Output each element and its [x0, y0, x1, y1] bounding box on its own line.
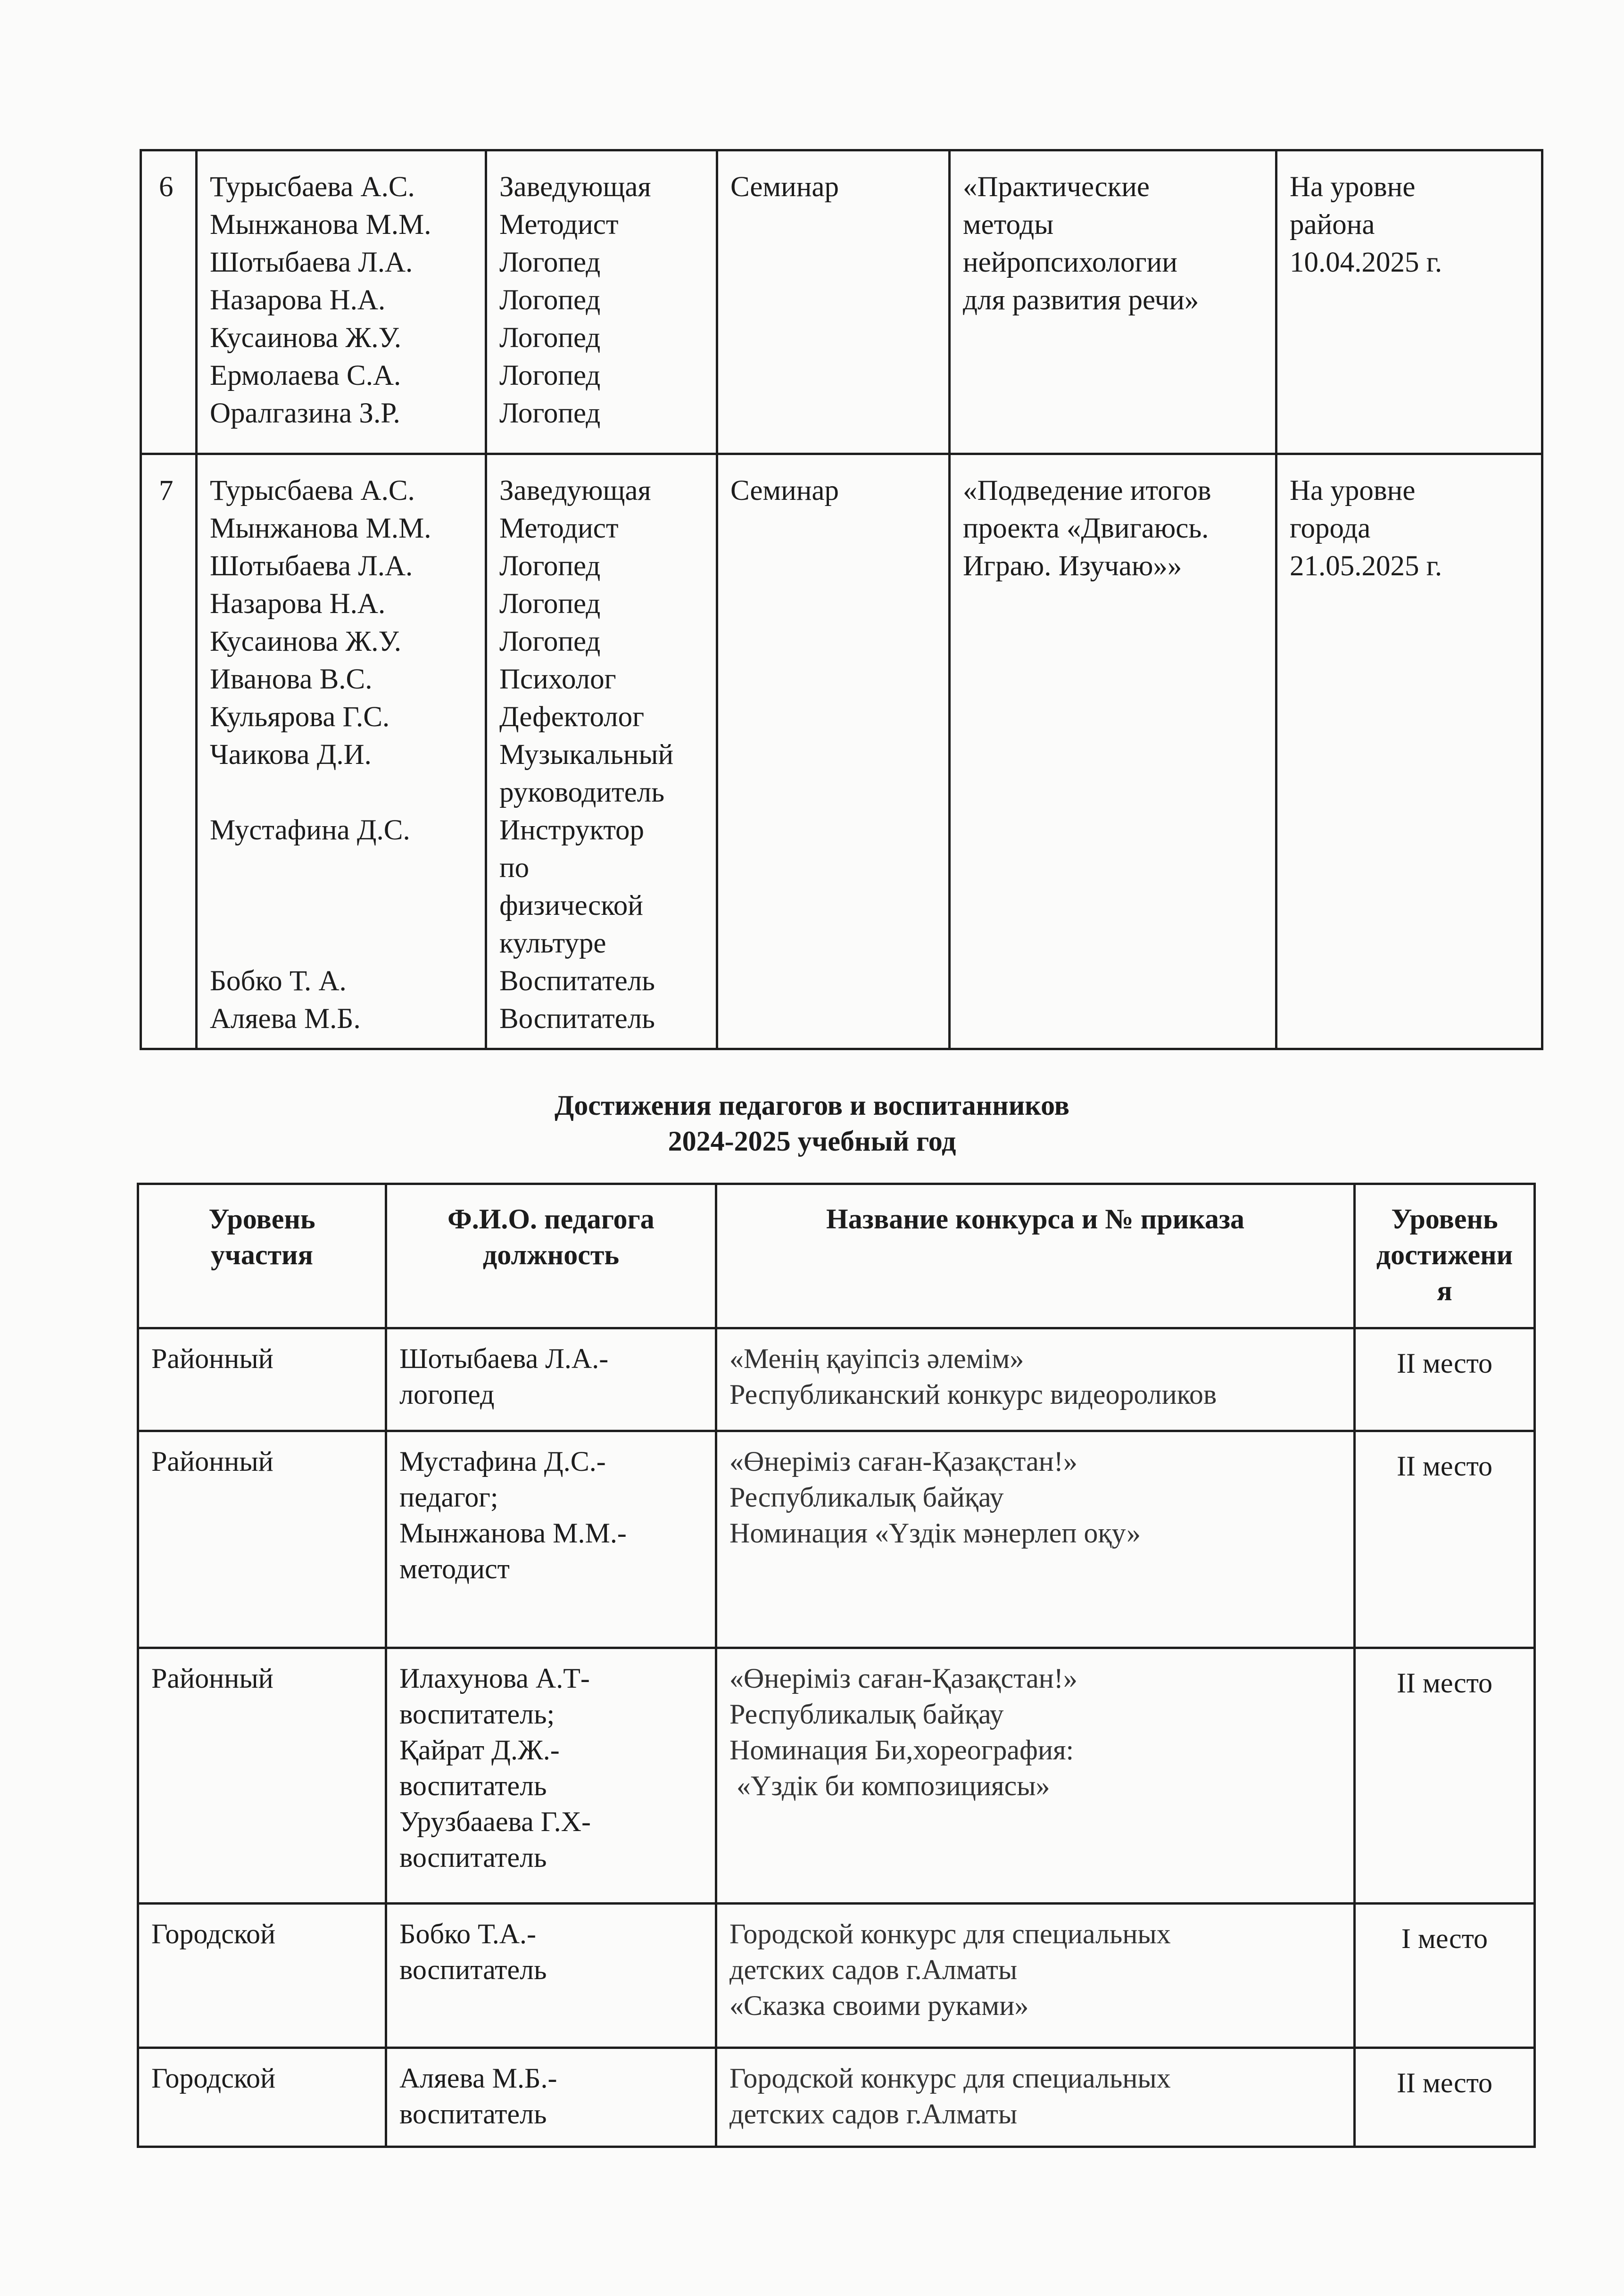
participant-name: Кусаинова Ж.У. [210, 322, 402, 354]
participant-position: Логопед [499, 247, 601, 278]
participant-name: Назарова Н.А. [210, 588, 386, 620]
participant-name: Кусаинова Ж.У. [210, 626, 402, 657]
table-row [138, 1904, 1535, 2048]
contest-line: детских садов г.Алматы [729, 2098, 1018, 2130]
participant-name: Кульярова Г.С. [210, 701, 390, 733]
teacher-line: воспитатель [399, 2098, 547, 2130]
participant-name: Мынжанова М.М. [210, 209, 431, 240]
teacher-cell [386, 1328, 716, 1431]
seminar-table [140, 149, 1543, 1050]
participant-position: физической [499, 890, 643, 921]
row-number: 6 [141, 150, 197, 454]
participant-position: Логопед [499, 284, 601, 316]
participant-name: Шотыбаева Л.А. [210, 247, 413, 278]
teacher-line: Қайрат Д.Ж.- [399, 1734, 560, 1766]
participant-position: Логопед [499, 398, 601, 429]
event-topic-line: методы [963, 209, 1054, 240]
event-type: Семинар [717, 150, 950, 454]
contest-line: «Сказка своими руками» [729, 1990, 1029, 2021]
event-type: Семинар [717, 454, 950, 1049]
teacher-line: Илахунова А.Т- [399, 1663, 590, 1694]
teacher-line: педагог; [399, 1482, 498, 1513]
table-row [138, 2048, 1535, 2147]
participation-level: Районный [138, 1431, 386, 1648]
contest-line: «Өнеріміз саған-Қазақстан!» [729, 1663, 1077, 1694]
achievement-place: II место [1355, 1648, 1535, 1904]
row-number: 7 [141, 454, 197, 1049]
participant-name: Аляева М.Б. [210, 1003, 361, 1035]
contest-line: Городской конкурс для специальных [729, 2063, 1171, 2094]
participant-name [210, 774, 485, 812]
achievement-place: II место [1355, 2048, 1535, 2147]
header-contest: Название конкурса и № приказа [716, 1184, 1355, 1328]
event-topic [950, 454, 1276, 1049]
section-subtitle: 2024-2025 учебный год [668, 1126, 956, 1157]
event-topic-line: нейропсихологии [963, 247, 1177, 278]
teacher-line: воспитатель [399, 1954, 547, 1985]
participant-names [197, 454, 486, 1049]
contest-line: Городской конкурс для специальных [729, 1918, 1171, 1949]
contest-line: Республикалық байқау [729, 1699, 1004, 1730]
contest-cell [716, 1648, 1355, 1904]
teacher-line: воспитатель; [399, 1699, 555, 1730]
participant-name: Бобко Т. А. [210, 965, 347, 997]
contest-cell [716, 1431, 1355, 1648]
participant-name [210, 849, 485, 887]
event-topic-line: для развития речи» [963, 284, 1199, 316]
event-level-line: На уровне [1290, 475, 1416, 506]
seminar-row [141, 454, 1542, 1049]
section-title: Достижения педагогов и воспитанников [554, 1090, 1069, 1121]
teacher-line: Урузбааева Г.Х- [399, 1806, 591, 1837]
participant-position: Психолог [499, 663, 616, 695]
teacher-cell [386, 1904, 716, 2048]
header-achievement-level: Уровень достижени я [1355, 1184, 1535, 1328]
event-topic-line: Играю. Изучаю»» [963, 550, 1182, 582]
contest-cell [716, 1328, 1355, 1431]
participant-position: Логопед [499, 550, 601, 582]
teacher-line: воспитатель [399, 1842, 547, 1873]
participant-position: Заведующая [499, 171, 651, 203]
event-topic-line: проекта «Двигаюсь. [963, 513, 1209, 544]
teacher-line: методист [399, 1553, 510, 1584]
teacher-cell [386, 1431, 716, 1648]
contest-line: Республиканский конкурс видеороликов [729, 1379, 1217, 1410]
event-topic-line: «Подведение итогов [963, 475, 1211, 506]
achievements-table [137, 1183, 1536, 2148]
contest-line: Республикалық байқау [729, 1482, 1004, 1513]
participant-position: Логопед [499, 626, 601, 657]
event-topic [950, 150, 1276, 454]
seminar-row [141, 150, 1542, 454]
table-row [138, 1328, 1535, 1431]
participant-position: руководитель [499, 777, 665, 808]
contest-line: Номинация Би,хореография: [729, 1734, 1074, 1766]
contest-cell [716, 2048, 1355, 2147]
participant-position: Логопед [499, 322, 601, 354]
contest-line: «Өнеріміз саған-Қазақстан!» [729, 1446, 1077, 1477]
participant-position: по [499, 852, 530, 884]
participant-name: Шотыбаева Л.А. [210, 550, 413, 582]
event-level-line: На уровне [1290, 171, 1416, 203]
participant-position: Воспитатель [499, 965, 655, 997]
participant-position: Инструктор [499, 814, 645, 846]
participant-name: Чаикова Д.И. [210, 739, 372, 771]
achievements-header-row [138, 1184, 1535, 1328]
section-heading [0, 1087, 1624, 1159]
participant-position: Логопед [499, 588, 601, 620]
contest-cell [716, 1904, 1355, 2048]
achievement-place: II место [1355, 1431, 1535, 1648]
event-topic-line: «Практические [963, 171, 1150, 203]
teacher-line: Бобко Т.А.- [399, 1918, 537, 1949]
event-level-line: района [1290, 209, 1375, 240]
event-level-line: 21.05.2025 г. [1290, 550, 1442, 582]
participant-position: Методист [499, 513, 619, 544]
event-level [1276, 150, 1542, 454]
teacher-line: логопед [399, 1379, 495, 1410]
teacher-cell [386, 1648, 716, 1904]
participant-names [197, 150, 486, 454]
participation-level: Районный [138, 1328, 386, 1431]
participant-position: Музыкальный [499, 739, 674, 771]
table-row [138, 1648, 1535, 1904]
participant-name: Иванова В.С. [210, 663, 373, 695]
header-participation-level: Уровень участия [138, 1184, 386, 1328]
participant-position: Воспитатель [499, 1003, 655, 1035]
contest-line: «Менің қауіпсіз әлемім» [729, 1343, 1024, 1374]
participant-name [210, 925, 485, 962]
contest-line: детских садов г.Алматы [729, 1954, 1018, 1985]
participation-level: Районный [138, 1648, 386, 1904]
header-teacher: Ф.И.О. педагога должность [386, 1184, 716, 1328]
contest-line: «Үздік би композициясы» [729, 1770, 1050, 1801]
participant-name: Турысбаева А.С. [210, 475, 415, 506]
achievement-place: II место [1355, 1328, 1535, 1431]
participant-position: Методист [499, 209, 619, 240]
event-level-line: города [1290, 513, 1371, 544]
participant-position: Дефектолог [499, 701, 645, 733]
event-level [1276, 454, 1542, 1049]
participant-name: Назарова Н.А. [210, 284, 386, 316]
participant-position: Заведующая [499, 475, 651, 506]
teacher-line: Мынжанова М.М.- [399, 1517, 627, 1549]
participation-level: Городской [138, 2048, 386, 2147]
participant-name: Оралгазина З.Р. [210, 398, 400, 429]
teacher-line: Шотыбаева Л.А.- [399, 1343, 609, 1374]
table-row [138, 1431, 1535, 1648]
participant-position: Логопед [499, 360, 601, 391]
participant-position: культуре [499, 928, 606, 959]
achievement-place: I место [1355, 1904, 1535, 2048]
contest-line: Номинация «Үздік мәнерлеп оқу» [729, 1517, 1141, 1549]
participant-name [210, 887, 485, 925]
teacher-line: воспитатель [399, 1770, 547, 1801]
participation-level: Городской [138, 1904, 386, 2048]
participant-name: Мынжанова М.М. [210, 513, 431, 544]
teacher-cell [386, 2048, 716, 2147]
participant-positions [486, 150, 717, 454]
teacher-line: Аляева М.Б.- [399, 2063, 557, 2094]
teacher-line: Мустафина Д.С.- [399, 1446, 606, 1477]
participant-positions [486, 454, 717, 1049]
participant-name: Турысбаева А.С. [210, 171, 415, 203]
participant-name: Ермолаева С.А. [210, 360, 401, 391]
event-level-line: 10.04.2025 г. [1290, 247, 1442, 278]
participant-name: Мустафина Д.С. [210, 814, 410, 846]
